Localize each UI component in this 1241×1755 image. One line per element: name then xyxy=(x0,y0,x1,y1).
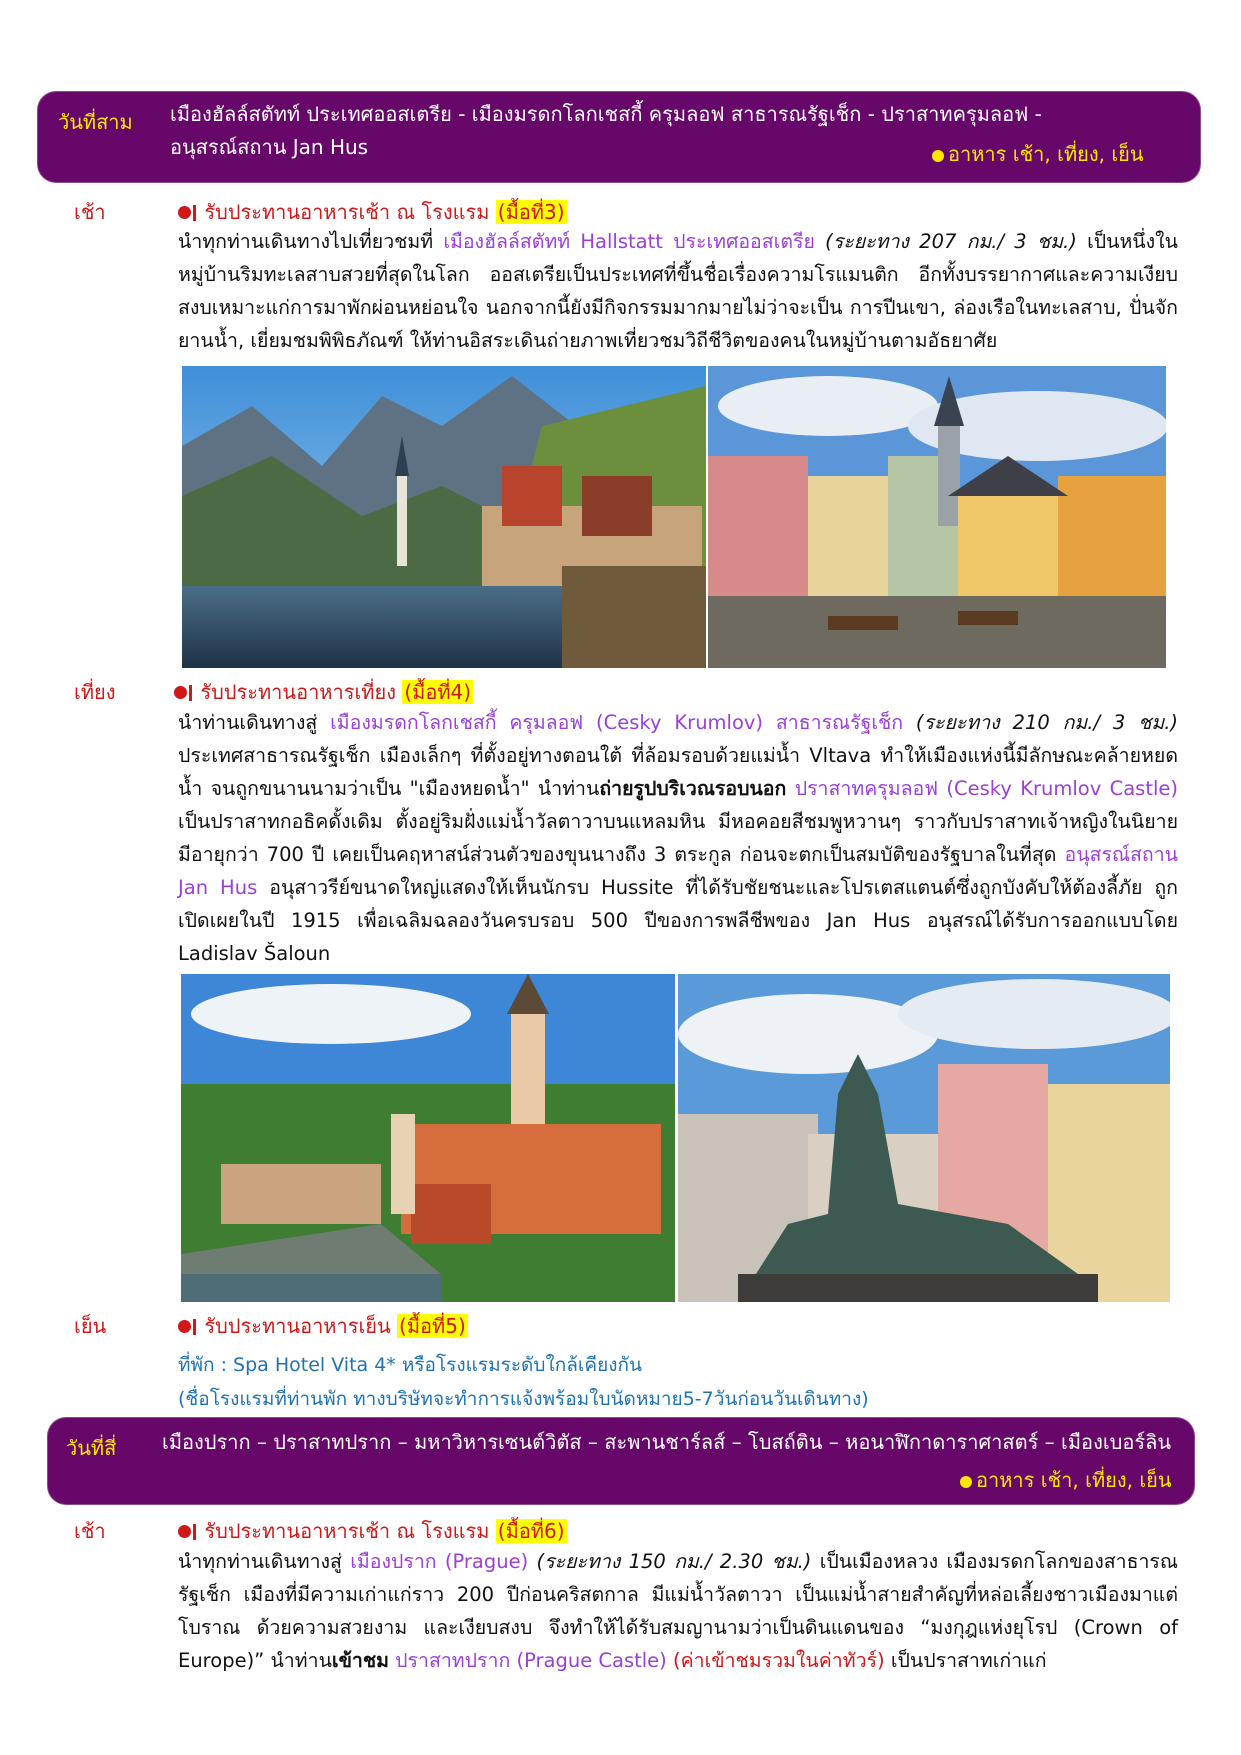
cesky-krumlov-photo xyxy=(181,974,675,1302)
distance: (ระยะทาง 210 กม./ 3 ชม.) xyxy=(903,711,1178,734)
day3-dinner-line xyxy=(178,1310,468,1342)
day3-noon-paragraph xyxy=(178,706,1178,970)
day4-meals xyxy=(960,1464,1172,1496)
day3-dinner-text: รับประทานอาหารเย็น xyxy=(204,1314,391,1338)
day4-breakfast-no: (มื้อที่6) xyxy=(497,1519,565,1543)
day4-breakfast-text: รับประทานอาหารเช้า ณ โรงแรม xyxy=(204,1519,490,1543)
hotel-name: ที่พัก : Spa Hotel Vita 4* หรือโรงแรมระดับใกล้เคียงกัน xyxy=(178,1354,642,1376)
day4-morning-time: เช้า xyxy=(74,1519,106,1543)
day3-breakfast-text: รับประทานอาหารเช้า ณ โรงแรม xyxy=(204,200,490,224)
hotel-note: (ชื่อโรงแรมที่ท่านพัก ทางบริษัทจะทำการแจ้งพร้อมใบนัดหมาย5-7วันก่อนวันเดินทาง) xyxy=(178,1388,869,1410)
day3-breakfast-line xyxy=(178,196,567,228)
text: ประเทศสาธารณรัฐเช็ก เมืองเล็กๆ ที่ตั้งอยู่ทางตอนใต้ ที่ล้อมรอบด้วยแม่น้ำ Vltava ทำให้เมืองแห่งนี้มีลักษณะคล้ายหยดน้ำ จนถูกขนานนามว่าเป็น "เมืองหยดน้ำ" นำท่าน xyxy=(178,744,1178,800)
plate-icon xyxy=(178,1319,194,1335)
distance: (ระยะทาง 207 กม./ 3 ชม.) xyxy=(825,230,1077,253)
day3-header-banner xyxy=(38,92,1200,182)
day3-breakfast-no: (มื้อที่3) xyxy=(497,200,565,224)
text: อนุสาวรีย์ขนาดใหญ่แสดงให้เห็นนักรบ Hussite ที่ได้รับชัยชนะและโปรเตสแตนต์ซึ่งถูกบังคับให้ต้องลี้ภัย ถูกเปิดเผยในปี 1915 เพื่อเฉลิมฉลองวันครบรอบ 500 ปีของการพลีชีพของ Jan Hus อนุสรณ์ได้รับการออกแบบโดย Ladislav Šaloun xyxy=(178,876,1178,965)
plate-icon xyxy=(178,205,194,221)
text xyxy=(786,777,794,800)
day4-title: เมืองปราก – ปราสาทปราก – มหาวิหารเซนต์วิตัส – สะพานชาร์ลส์ – โบสถ์ติน – หอนาฬิกาดาราศาสตร์ – เมืองเบอร์ลิน xyxy=(162,1430,1172,1454)
day3-lunch-no: (มื้อที่4) xyxy=(404,680,472,704)
distance: (ระยะทาง 150 กม./ 2.30 ชม.) xyxy=(528,1550,812,1573)
day3-hotel xyxy=(178,1348,869,1416)
day4-breakfast-line xyxy=(178,1515,567,1547)
cesky-krumlov-link: เมืองมรดกโลกเชสกี้ ครุมลอฟ (Cesky Krumlov) สาธารณรัฐเช็ก xyxy=(330,711,904,734)
prague-castle-link: ปราสาทปราก (Prague Castle) xyxy=(395,1649,667,1672)
jan-hus-link: อนุสรณ์สถาน Jan Hus xyxy=(178,843,1178,899)
emphasis: ถ่ายรูปบริเวณรอบนอก xyxy=(599,777,787,800)
day3-morning-paragraph xyxy=(178,225,1178,357)
hallstatt-link: เมืองฮัลล์สตัทท์ Hallstatt ประเทศออสเตรีย xyxy=(443,230,815,253)
day4-morning-paragraph xyxy=(178,1545,1178,1677)
fee-note: (ค่าเข้าชมรวมในค่าทัวร์) xyxy=(673,1649,885,1672)
text: เป็นเมืองหลวง เมืองมรดกโลกของสาธารณรัฐเช็ก เมืองที่มีความเก่าแก่ราว 200 ปีก่อนคริสตกาล มีแม่น้ำวัลตาวา เป็นแม่น้ำสายสำคัญที่หล่อเลี้ยงชาวเมืองมาแต่โบราณ ด้วยความสวยงาม และเงียบสงบ จึงทำให้ได้รับสมญานามว่าเป็นดินแดนของ “มงกุฎแห่งยุโรป (Crown of Europe)” นำท่าน xyxy=(178,1550,1178,1672)
hallstatt-lake-photo xyxy=(182,366,706,668)
day3-meals-text: อาหาร เช้า, เที่ยง, เย็น xyxy=(948,142,1144,166)
day3-noon-time: เที่ยง xyxy=(74,680,116,704)
text: เป็นปราสาทกอธิคดั้งเดิม ตั้งอยู่ริมฝั่งแม่น้ำวัลตาวาบนแหลมหิน มีหอคอยสีชมพูหวานๆ ราวกับปราสาทเจ้าหญิงในนิยาย มีอายุกว่า 700 ปี เคยเป็นคฤหาสน์ส่วนตัวของขุนนางถึง 3 ตระกูล ก่อนจะตกเป็นสมบัติของรัฐบาลในที่สุด xyxy=(178,810,1178,866)
day3-lunch-text: รับประทานอาหารเที่ยง xyxy=(200,680,396,704)
day4-meals-text: อาหาร เช้า, เที่ยง, เย็น xyxy=(976,1468,1172,1492)
day3-morning-time: เช้า xyxy=(74,200,106,224)
day3-dinner-no: (มื้อที่5) xyxy=(399,1314,466,1338)
day4-header-banner xyxy=(48,1418,1194,1504)
text: นำทุกท่านเดินทางสู่ xyxy=(178,1550,351,1573)
day3-title-line2: อนุสรณ์สถาน Jan Hus xyxy=(170,135,369,159)
text: นำทุกท่านเดินทางไปเที่ยวชมที่ xyxy=(178,230,444,253)
meal-icon xyxy=(960,1476,972,1488)
day3-meals xyxy=(932,138,1144,170)
prague-link: เมืองปราก (Prague) xyxy=(350,1550,529,1573)
day3-label: วันที่สาม xyxy=(58,110,133,134)
hallstatt-square-photo xyxy=(708,366,1166,668)
text: เป็นปราสาทเก่าแก่ xyxy=(884,1649,1047,1672)
day3-title-line1: เมืองฮัลล์สตัทท์ ประเทศออสเตรีย - เมืองมรดกโลกเชสกี้ ครุมลอฟ สาธารณรัฐเช็ก - ปราสาทครุมลอฟ - xyxy=(170,102,1042,126)
plate-icon xyxy=(178,1524,194,1540)
day3-lunch-line xyxy=(174,676,473,708)
krumlov-castle-link: ปราสาทครุมลอฟ (Cesky Krumlov Castle) xyxy=(794,777,1178,800)
emphasis: เข้าชม xyxy=(331,1649,389,1672)
text: นำท่านเดินทางสู่ xyxy=(178,711,331,734)
day3-evening-time: เย็น xyxy=(74,1314,107,1338)
plate-icon xyxy=(174,685,190,701)
day4-label: วันที่สี่ xyxy=(66,1436,117,1460)
jan-hus-memorial-photo xyxy=(678,974,1170,1302)
meal-icon xyxy=(932,150,944,162)
text: เป็นหนึ่งในหมู่บ้านริมทะเลสาบสวยที่สุดในโลก ออสเตรียเป็นประเทศที่ขึ้นชื่อเรื่องความโรแมนติก อีกทั้งบรรยากาศและความเงียบสงบเหมาะแก่การมาพักผ่อนหย่อนใจ นอกจากนี้ยังมีกิจกรรมมากมายไม่ว่าจะเป็น การปีนเขา, ล่องเรือในทะเลสาบ, ปั่นจักยานน้ำ, เยี่ยมชมพิพิธภัณฑ์ ให้ท่านอิสระเดินถ่ายภาพเที่ยวชมวิถีชีวิตของคนในหมู่บ้านตามอัธยาศัย xyxy=(178,230,1179,352)
